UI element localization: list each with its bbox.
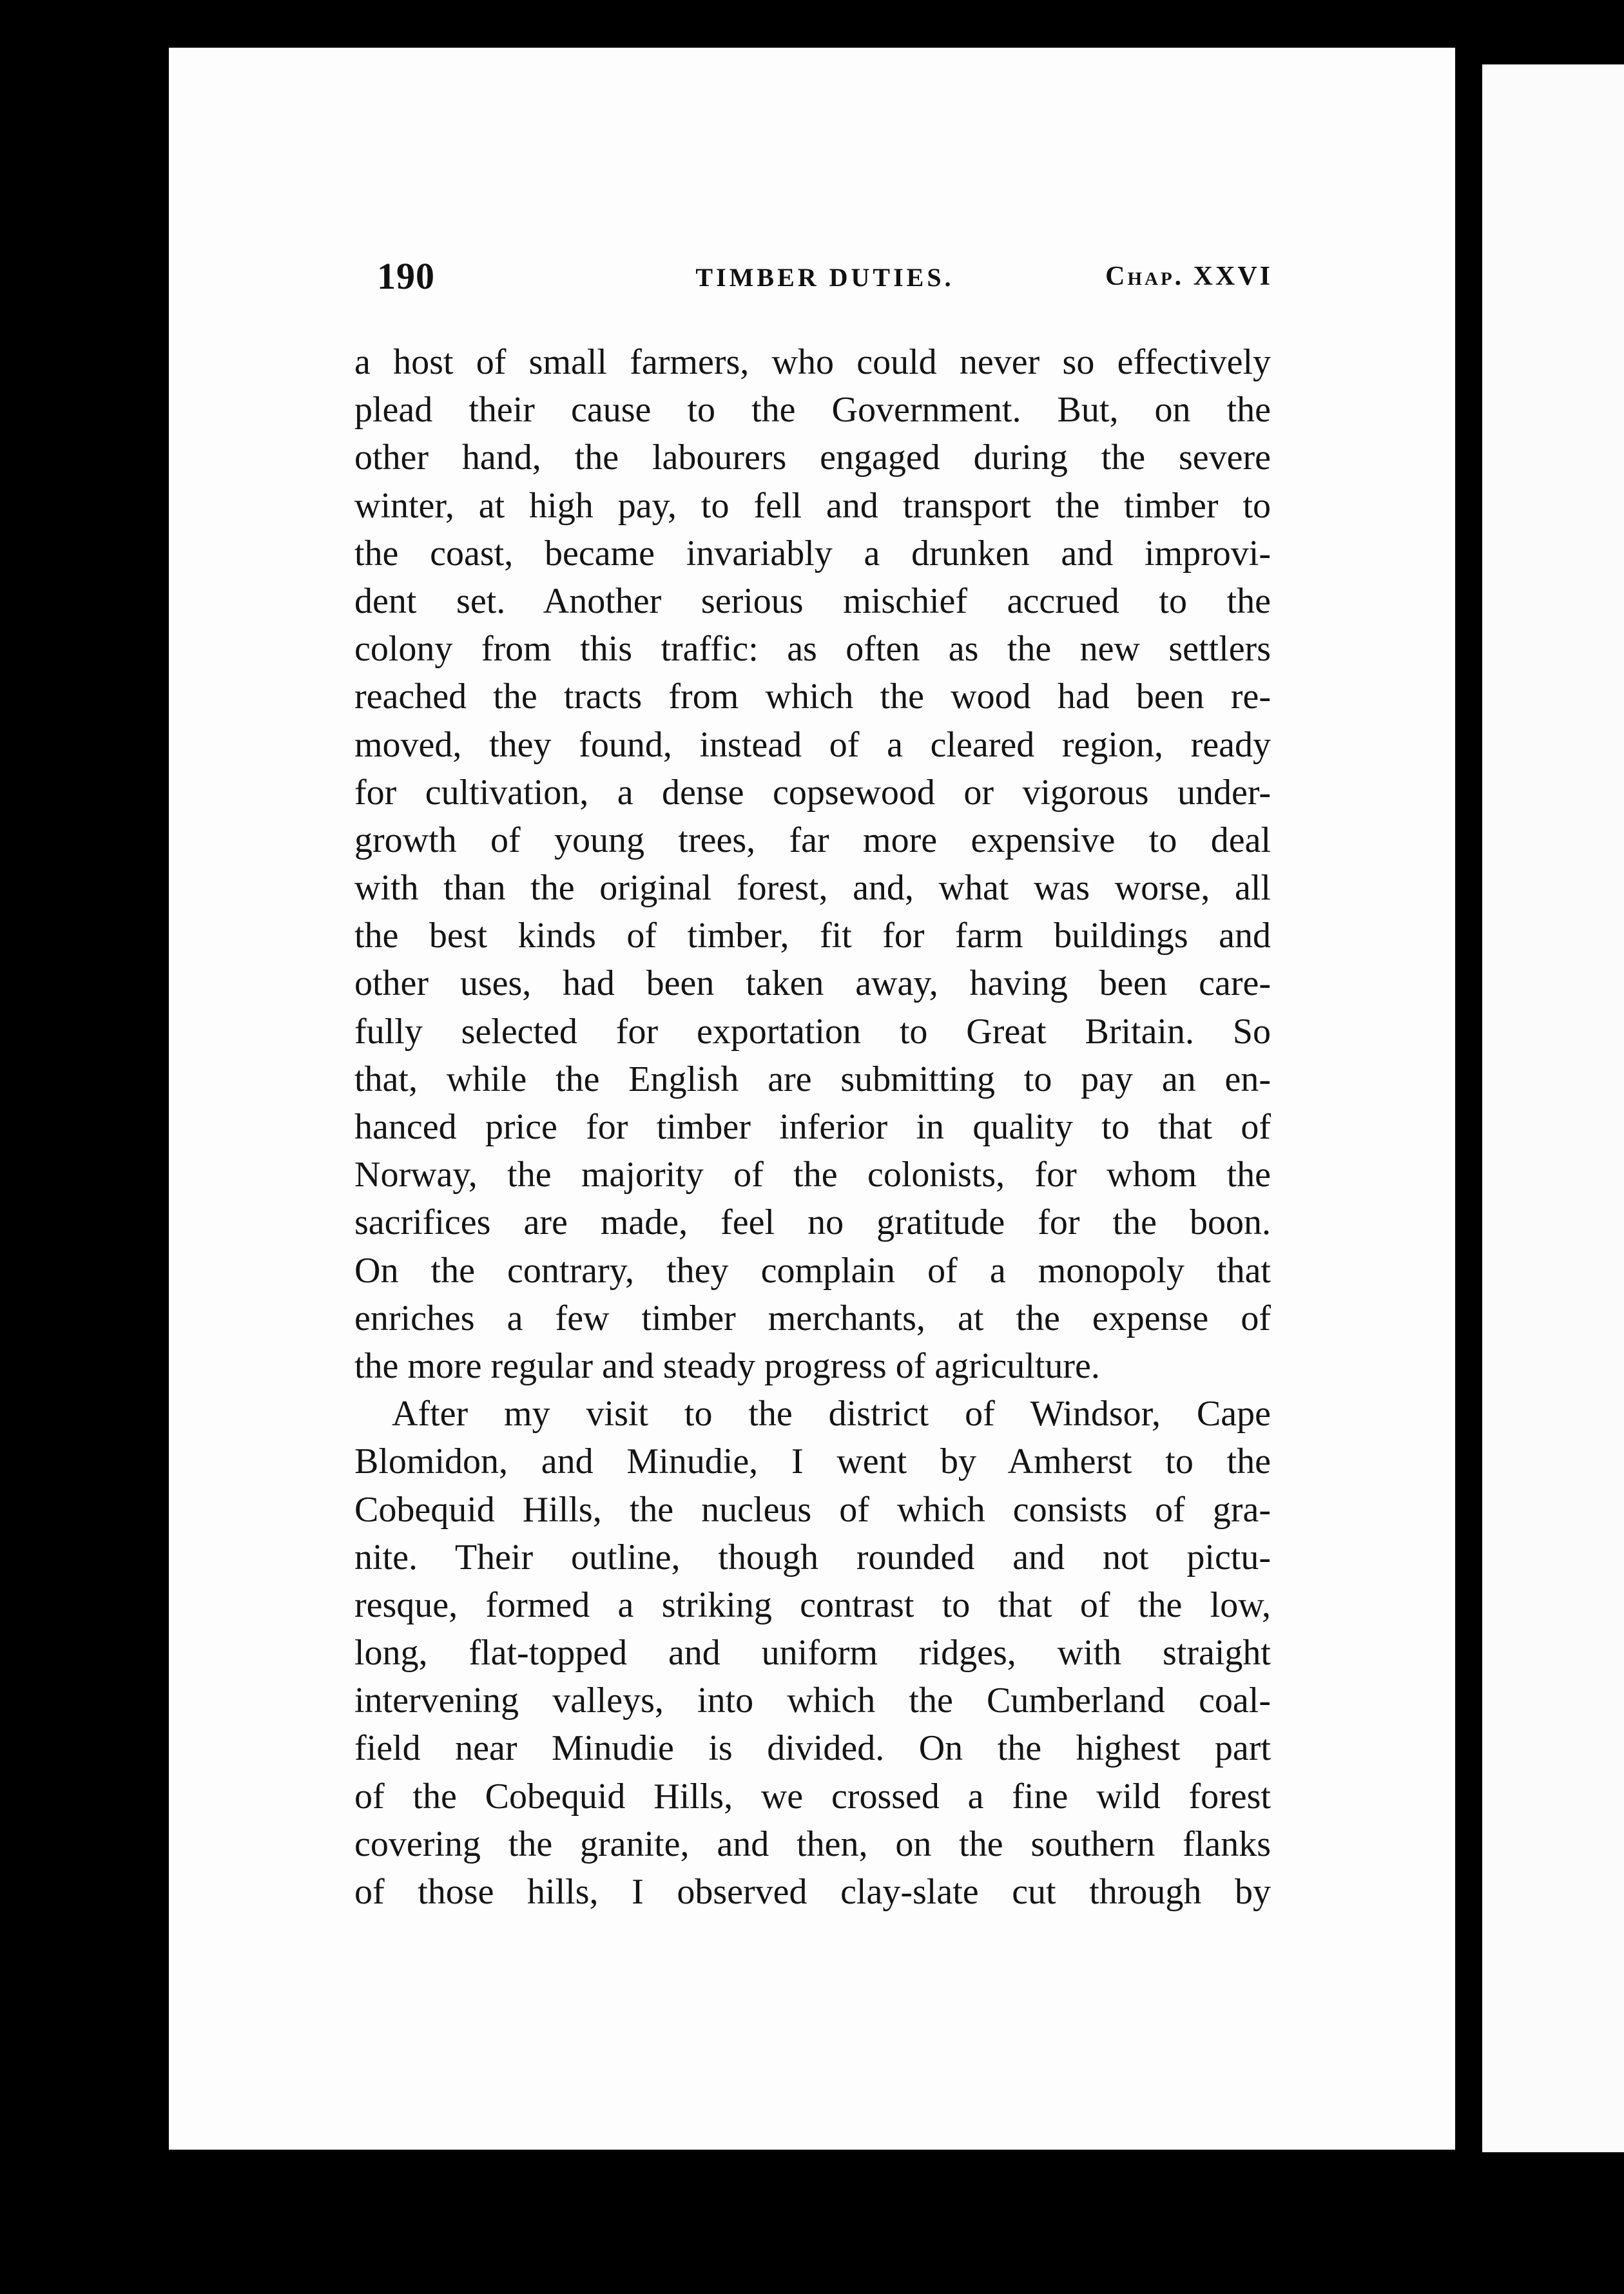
text-line: that, while the English are submitting to pay an en-: [354, 1059, 1271, 1099]
paragraph-start-line: After my visit to the district of Windsor, Cape: [392, 1394, 1271, 1434]
body-text: [354, 338, 1271, 1916]
text-line: dent set. Another serious mischief accrued to the: [354, 581, 1271, 621]
page-header: [377, 255, 1273, 300]
running-title: TIMBER DUTIES.: [695, 263, 954, 292]
text-line: of those hills, I observed clay-slate cut through by: [354, 1872, 1271, 1912]
text-line: Cobequid Hills, the nucleus of which consists of gra-: [354, 1489, 1271, 1530]
text-line: enriches a few timber merchants, at the expense of: [354, 1298, 1271, 1338]
text-line: moved, they found, instead of a cleared region, ready: [354, 724, 1271, 765]
text-line: hanced price for timber inferior in quality to that of: [354, 1107, 1271, 1147]
text-line: colony from this traffic: as often as the new settlers: [354, 629, 1271, 670]
text-line: a host of small farmers, who could never so effectively: [354, 342, 1271, 382]
text-line: with than the original forest, and, what was worse, all: [354, 868, 1271, 909]
text-line: nite. Their outline, though rounded and not pictu-: [354, 1537, 1271, 1577]
text-line: field near Minudie is divided. On the highest part: [354, 1728, 1271, 1769]
text-line: On the contrary, they complain of a monopoly that: [354, 1250, 1271, 1291]
text-line: long, flat-topped and uniform ridges, with straight: [354, 1633, 1271, 1673]
text-line: other hand, the labourers engaged during the severe: [354, 438, 1271, 478]
text-line: Norway, the majority of the colonists, for whom the: [354, 1155, 1271, 1195]
text-line: Blomidon, and Minudie, I went by Amherst to the: [354, 1441, 1271, 1482]
text-line: winter, at high pay, to fell and transport the timber to: [354, 485, 1271, 526]
text-line: sacrifices are made, feel no gratitude for the boon.: [354, 1202, 1271, 1243]
text-line: other uses, had been taken away, having been care-: [354, 963, 1271, 1004]
text-line: for cultivation, a dense copsewood or vigorous under-: [354, 772, 1271, 813]
text-line: fully selected for exportation to Great Britain. So: [354, 1011, 1271, 1052]
paragraph-end-line: the more regular and steady progress of agriculture.: [354, 1345, 1100, 1386]
text-line: resque, formed a striking contrast to that of the low,: [354, 1585, 1271, 1625]
next-page-edge: [1482, 64, 1624, 2152]
text-line: the coast, became invariably a drunken and improvi-: [354, 533, 1271, 574]
text-line: growth of young trees, far more expensive to deal: [354, 820, 1271, 860]
page-number: 190: [377, 255, 435, 297]
text-line: covering the granite, and then, on the southern flanks: [354, 1824, 1271, 1864]
text-line: of the Cobequid Hills, we crossed a fine wild forest: [354, 1776, 1271, 1817]
text-line: reached the tracts from which the wood had been re-: [354, 677, 1271, 717]
text-line: plead their cause to the Government. But, on the: [354, 390, 1271, 430]
text-line: intervening valleys, into which the Cumberland coal-: [354, 1681, 1271, 1721]
text-line: the best kinds of timber, fit for farm buildings and: [354, 916, 1271, 956]
chapter-label: Chap. XXVI: [1105, 262, 1273, 291]
